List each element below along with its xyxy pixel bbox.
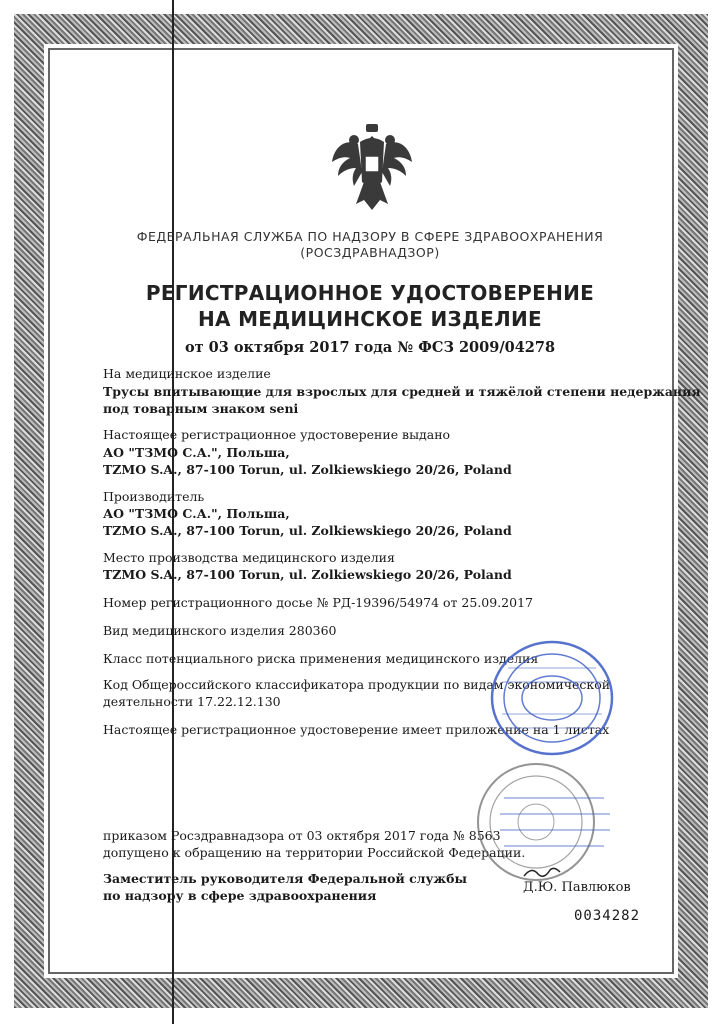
signer-title-line1: Заместитель руководителя Федеральной службы [103, 871, 467, 886]
manufacturer-line2: TZMO S.A., 87-100 Torun, ul. Zolkiewskiego 20/26, Poland [103, 523, 512, 538]
manufacturer-line1: АО "ТЗМО С.А.", Польша, [103, 506, 290, 521]
issued-label: Настоящее регистрационное удостоверение выдано [103, 427, 451, 442]
agency-name: ФЕДЕРАЛЬНАЯ СЛУЖБА ПО НАДЗОРУ В СФЕРЕ ЗДРАВООХРАНЕНИЯ [136, 229, 604, 244]
order-line1: приказом Росздравнадзора от 03 октября 2017 года № 8563 [103, 828, 501, 843]
dossier-number: Номер регистрационного досье № РД-19396/54974 от 25.09.2017 [103, 595, 533, 610]
issued-to-line1: АО "ТЗМО С.А.", Польша, [103, 445, 290, 460]
appendix-note: Настоящее регистрационное удостоверение имеет приложение на 1 листах [103, 722, 610, 737]
device-name-line2: под товарным знаком seni [103, 401, 299, 416]
document-title-line1: РЕГИСТРАЦИОННОЕ УДОСТОВЕРЕНИЕ [145, 281, 595, 305]
okp-code-line1: Код Общероссийского классификатора продукции по видам экономической [103, 677, 611, 692]
manufacturer-label: Производитель [103, 489, 205, 504]
double-headed-eagle-icon [328, 118, 416, 218]
certificate-date-number: от 03 октября 2017 года № ФСЗ 2009/04278 [184, 339, 556, 356]
issued-to-line2: TZMO S.A., 87-100 Torun, ul. Zolkiewskiego 20/26, Poland [103, 462, 512, 477]
okp-code-line2: деятельности 17.22.12.130 [103, 694, 281, 709]
serial-number: 0034282 [574, 908, 641, 924]
order-line2: допущено к обращению на территории Российской Федерации. [103, 845, 526, 860]
agency-abbreviation: (РОСЗДРАВНАДЗОР) [300, 245, 440, 260]
document-title-line2: НА МЕДИЦИНСКОЕ ИЗДЕЛИЕ [197, 307, 542, 331]
production-line1: TZMO S.A., 87-100 Torun, ul. Zolkiewskiego 20/26, Poland [103, 567, 512, 582]
company-stamp-icon [488, 638, 616, 758]
signer-title-line2: по надзору в сфере здравоохранения [103, 888, 377, 903]
official-round-stamp-icon [464, 758, 614, 888]
production-label: Место производства медицинского изделия [103, 550, 395, 565]
signer-name: Д.Ю. Павлюков [523, 880, 631, 895]
device-name-line1: Трусы впитывающие для взрослых для средней и тяжёлой степени недержания [103, 384, 701, 399]
device-kind: Вид медицинского изделия 280360 [103, 623, 337, 638]
risk-class: Класс потенциального риска применения медицинского изделия [103, 651, 539, 666]
device-label: На медицинское изделие [103, 366, 271, 381]
